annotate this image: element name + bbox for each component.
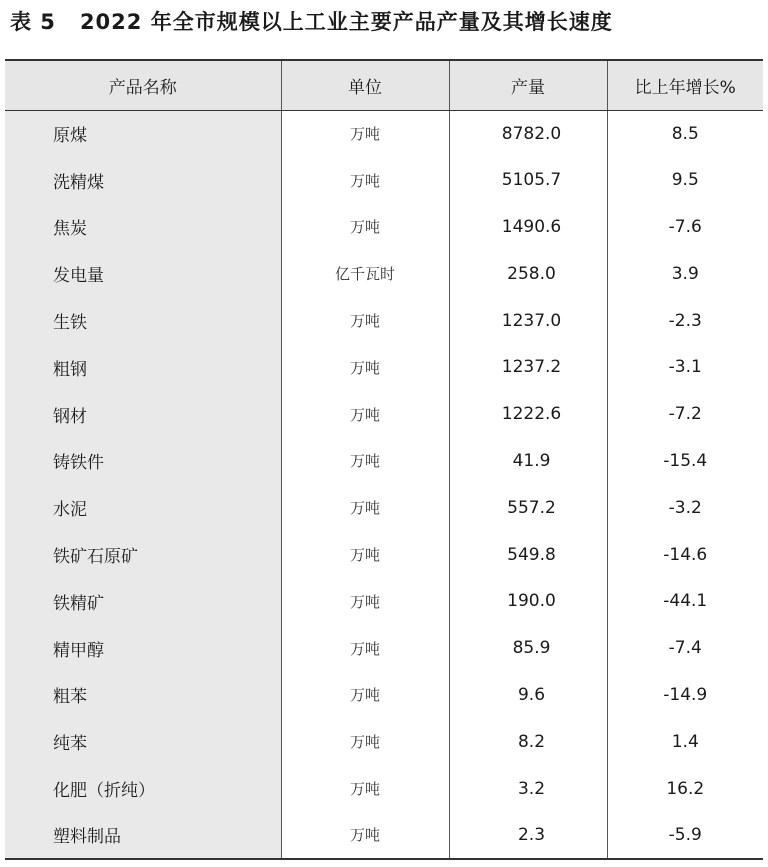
unit-cell: 万吨 — [281, 625, 449, 672]
quantity-cell: 41.9 — [449, 438, 607, 485]
unit-cell: 万吨 — [281, 812, 449, 859]
unit-cell: 万吨 — [281, 391, 449, 438]
quantity-cell: 258.0 — [449, 250, 607, 297]
growth-cell: -15.4 — [607, 438, 763, 485]
growth-cell: -7.2 — [607, 391, 763, 438]
unit-cell: 万吨 — [281, 110, 449, 157]
growth-cell: 8.5 — [607, 110, 763, 157]
product-name-cell: 粗苯 — [5, 672, 281, 719]
growth-cell: -7.4 — [607, 625, 763, 672]
table-body — [5, 110, 763, 859]
unit-cell: 万吨 — [281, 718, 449, 765]
growth-cell: -3.2 — [607, 484, 763, 531]
quantity-cell: 1237.2 — [449, 344, 607, 391]
table-row — [5, 344, 763, 391]
unit-cell: 万吨 — [281, 765, 449, 812]
growth-cell: -44.1 — [607, 578, 763, 625]
table-title — [10, 6, 613, 36]
table-row — [5, 391, 763, 438]
quantity-cell: 549.8 — [449, 531, 607, 578]
table-row — [5, 718, 763, 765]
quantity-cell: 85.9 — [449, 625, 607, 672]
product-name-cell: 化肥（折纯） — [5, 765, 281, 812]
header-growth: 比上年增长% — [607, 60, 763, 110]
product-name-cell: 铁精矿 — [5, 578, 281, 625]
product-name-cell: 铸铁件 — [5, 438, 281, 485]
header-row — [5, 60, 763, 110]
table-row — [5, 578, 763, 625]
unit-cell: 万吨 — [281, 344, 449, 391]
quantity-cell: 1490.6 — [449, 204, 607, 251]
growth-cell: 3.9 — [607, 250, 763, 297]
product-name-cell: 精甲醇 — [5, 625, 281, 672]
table-row — [5, 672, 763, 719]
product-name-cell: 原煤 — [5, 110, 281, 157]
header-quantity: 产量 — [449, 60, 607, 110]
product-name-cell: 塑料制品 — [5, 812, 281, 859]
unit-cell: 万吨 — [281, 204, 449, 251]
table-number: 表 5 — [10, 10, 56, 34]
production-table — [5, 59, 763, 860]
table-row — [5, 484, 763, 531]
unit-cell: 万吨 — [281, 578, 449, 625]
quantity-cell: 1237.0 — [449, 297, 607, 344]
quantity-cell: 8782.0 — [449, 110, 607, 157]
product-name-cell: 钢材 — [5, 391, 281, 438]
product-name-cell: 洗精煤 — [5, 157, 281, 204]
table-row — [5, 625, 763, 672]
growth-cell: -7.6 — [607, 204, 763, 251]
table-row — [5, 250, 763, 297]
quantity-cell: 2.3 — [449, 812, 607, 859]
unit-cell: 万吨 — [281, 531, 449, 578]
header-unit: 单位 — [281, 60, 449, 110]
table-row — [5, 204, 763, 251]
table-row — [5, 297, 763, 344]
product-name-cell: 发电量 — [5, 250, 281, 297]
product-name-cell: 粗钢 — [5, 344, 281, 391]
table-row — [5, 531, 763, 578]
product-name-cell: 生铁 — [5, 297, 281, 344]
table-row — [5, 438, 763, 485]
quantity-cell: 190.0 — [449, 578, 607, 625]
unit-cell: 万吨 — [281, 672, 449, 719]
table-row — [5, 157, 763, 204]
growth-cell: 9.5 — [607, 157, 763, 204]
quantity-cell: 9.6 — [449, 672, 607, 719]
product-name-cell: 焦炭 — [5, 204, 281, 251]
unit-cell: 亿千瓦时 — [281, 250, 449, 297]
quantity-cell: 1222.6 — [449, 391, 607, 438]
quantity-cell: 557.2 — [449, 484, 607, 531]
header-product-name: 产品名称 — [5, 60, 281, 110]
unit-cell: 万吨 — [281, 297, 449, 344]
growth-cell: 1.4 — [607, 718, 763, 765]
unit-cell: 万吨 — [281, 157, 449, 204]
growth-cell: -3.1 — [607, 344, 763, 391]
quantity-cell: 3.2 — [449, 765, 607, 812]
product-name-cell: 纯苯 — [5, 718, 281, 765]
table-row — [5, 765, 763, 812]
product-name-cell: 水泥 — [5, 484, 281, 531]
quantity-cell: 8.2 — [449, 718, 607, 765]
growth-cell: -5.9 — [607, 812, 763, 859]
product-name-cell: 铁矿石原矿 — [5, 531, 281, 578]
table-row — [5, 812, 763, 859]
growth-cell: -14.9 — [607, 672, 763, 719]
unit-cell: 万吨 — [281, 438, 449, 485]
growth-cell: 16.2 — [607, 765, 763, 812]
growth-cell: -14.6 — [607, 531, 763, 578]
unit-cell: 万吨 — [281, 484, 449, 531]
growth-cell: -2.3 — [607, 297, 763, 344]
table-row — [5, 110, 763, 157]
quantity-cell: 5105.7 — [449, 157, 607, 204]
table-caption: 2022 年全市规模以上工业主要产品产量及其增长速度 — [79, 10, 613, 34]
